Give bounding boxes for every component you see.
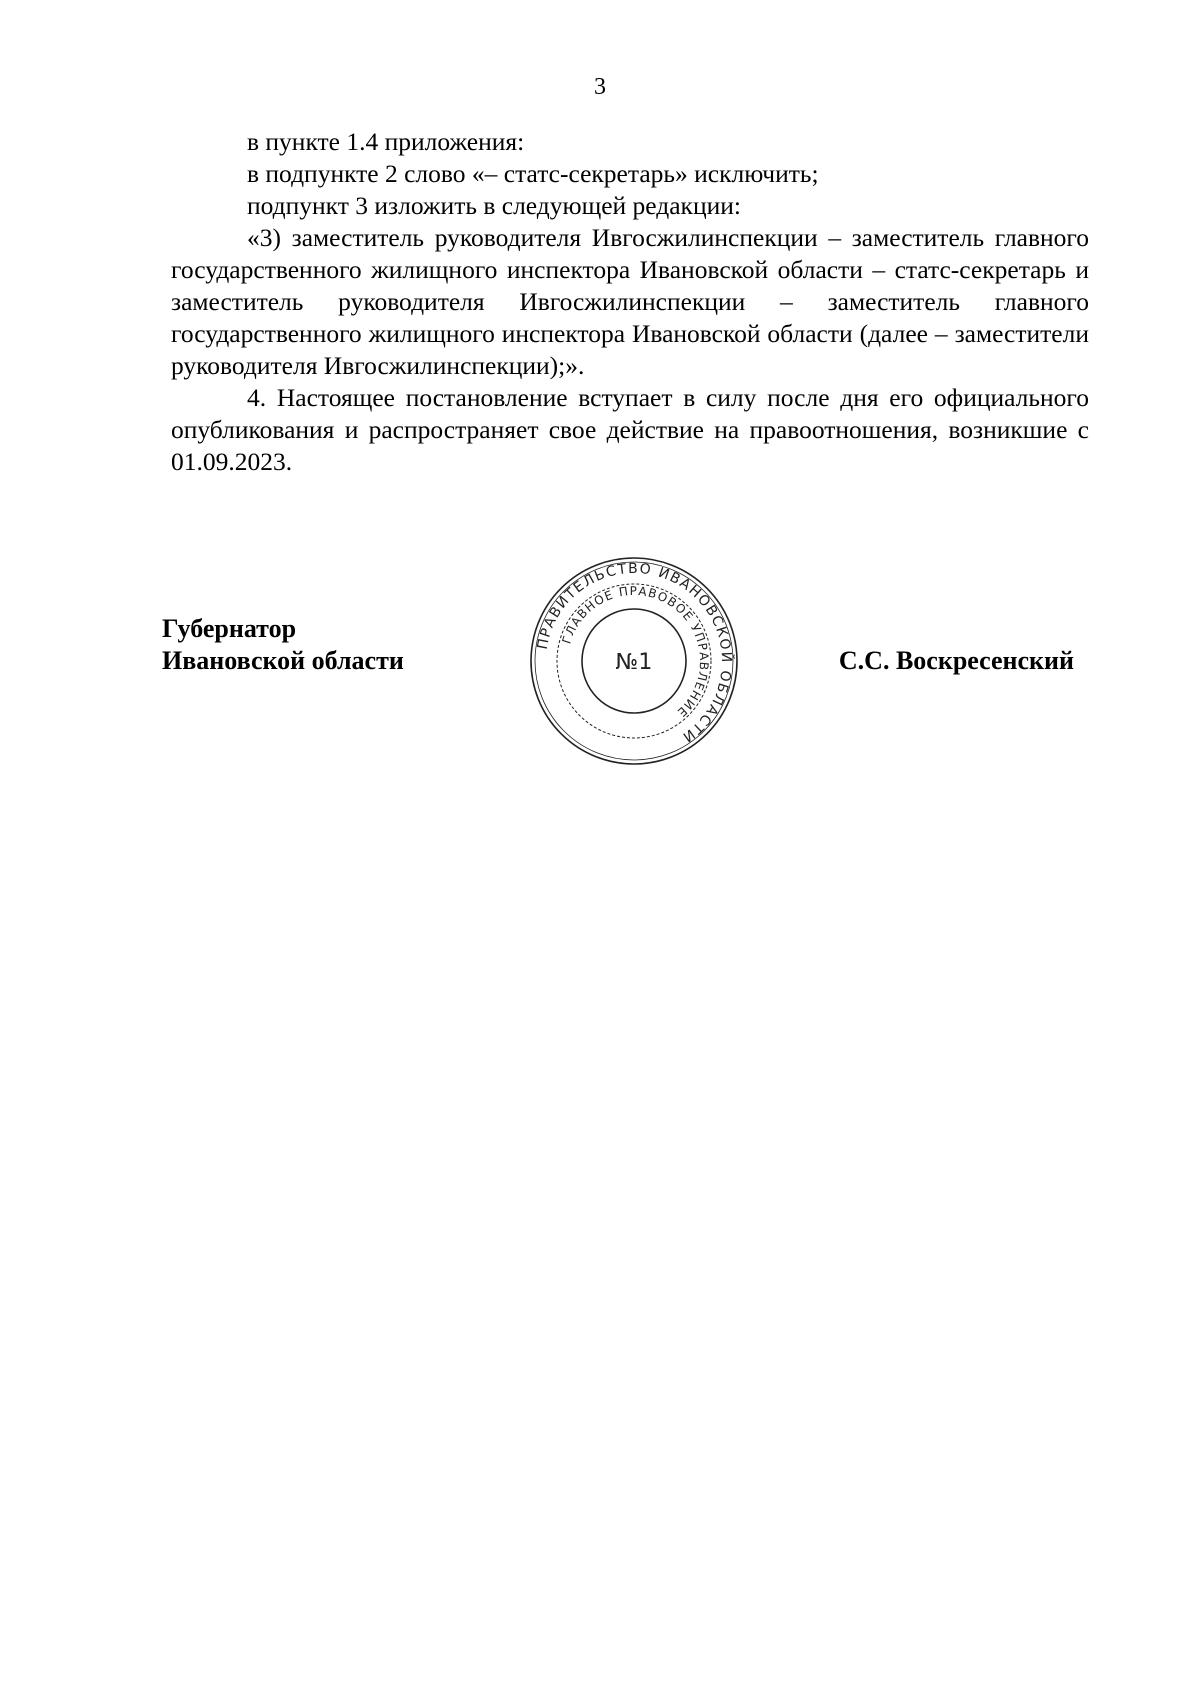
page-number: 3 <box>594 74 606 100</box>
signatory-name: С.С. Воскресенский <box>838 646 1074 675</box>
paragraph-3: подпункт 3 изложить в следующей редакции: <box>247 191 741 220</box>
seal-outer-text: ПРАВИТЕЛЬСТВО ИВАНОВСКОЙ ОБЛАСТИ <box>534 560 735 746</box>
signatory-title-line-2: Ивановской области <box>162 646 404 675</box>
signatory-title <box>162 613 482 677</box>
paragraph-2: в подпункте 2 слово «– статс-секретарь» исключить; <box>247 159 819 188</box>
document-body <box>171 126 1089 478</box>
seal-center-text: №1 <box>615 650 653 675</box>
signatory-title-line-1: Губернатор <box>162 614 297 643</box>
official-seal <box>528 555 740 767</box>
paragraph-4: «3) заместитель руководителя Ивгосжилинспекции – заместитель главного государственного жилищного инспектора Ивановской области – статс-секретарь и заместитель руководителя Ивгосжилинспекции – заместитель главного государственного жилищного инспектора Ивановской области (далее – заместители руководителя Ивгосжилинспекции);». <box>171 223 1089 380</box>
paragraph-5: 4. Настоящее постановление вступает в силу после дня его официального опубликования и распространяет свое действие на правоотношения, возникшие с 01.09.2023. <box>171 383 1089 476</box>
paragraph-1: в пункте 1.4 приложения: <box>247 127 525 156</box>
seal-inner-text: ГЛАВНОЕ ПРАВОВОЕ УПРАВЛЕНИЕ <box>559 583 712 721</box>
